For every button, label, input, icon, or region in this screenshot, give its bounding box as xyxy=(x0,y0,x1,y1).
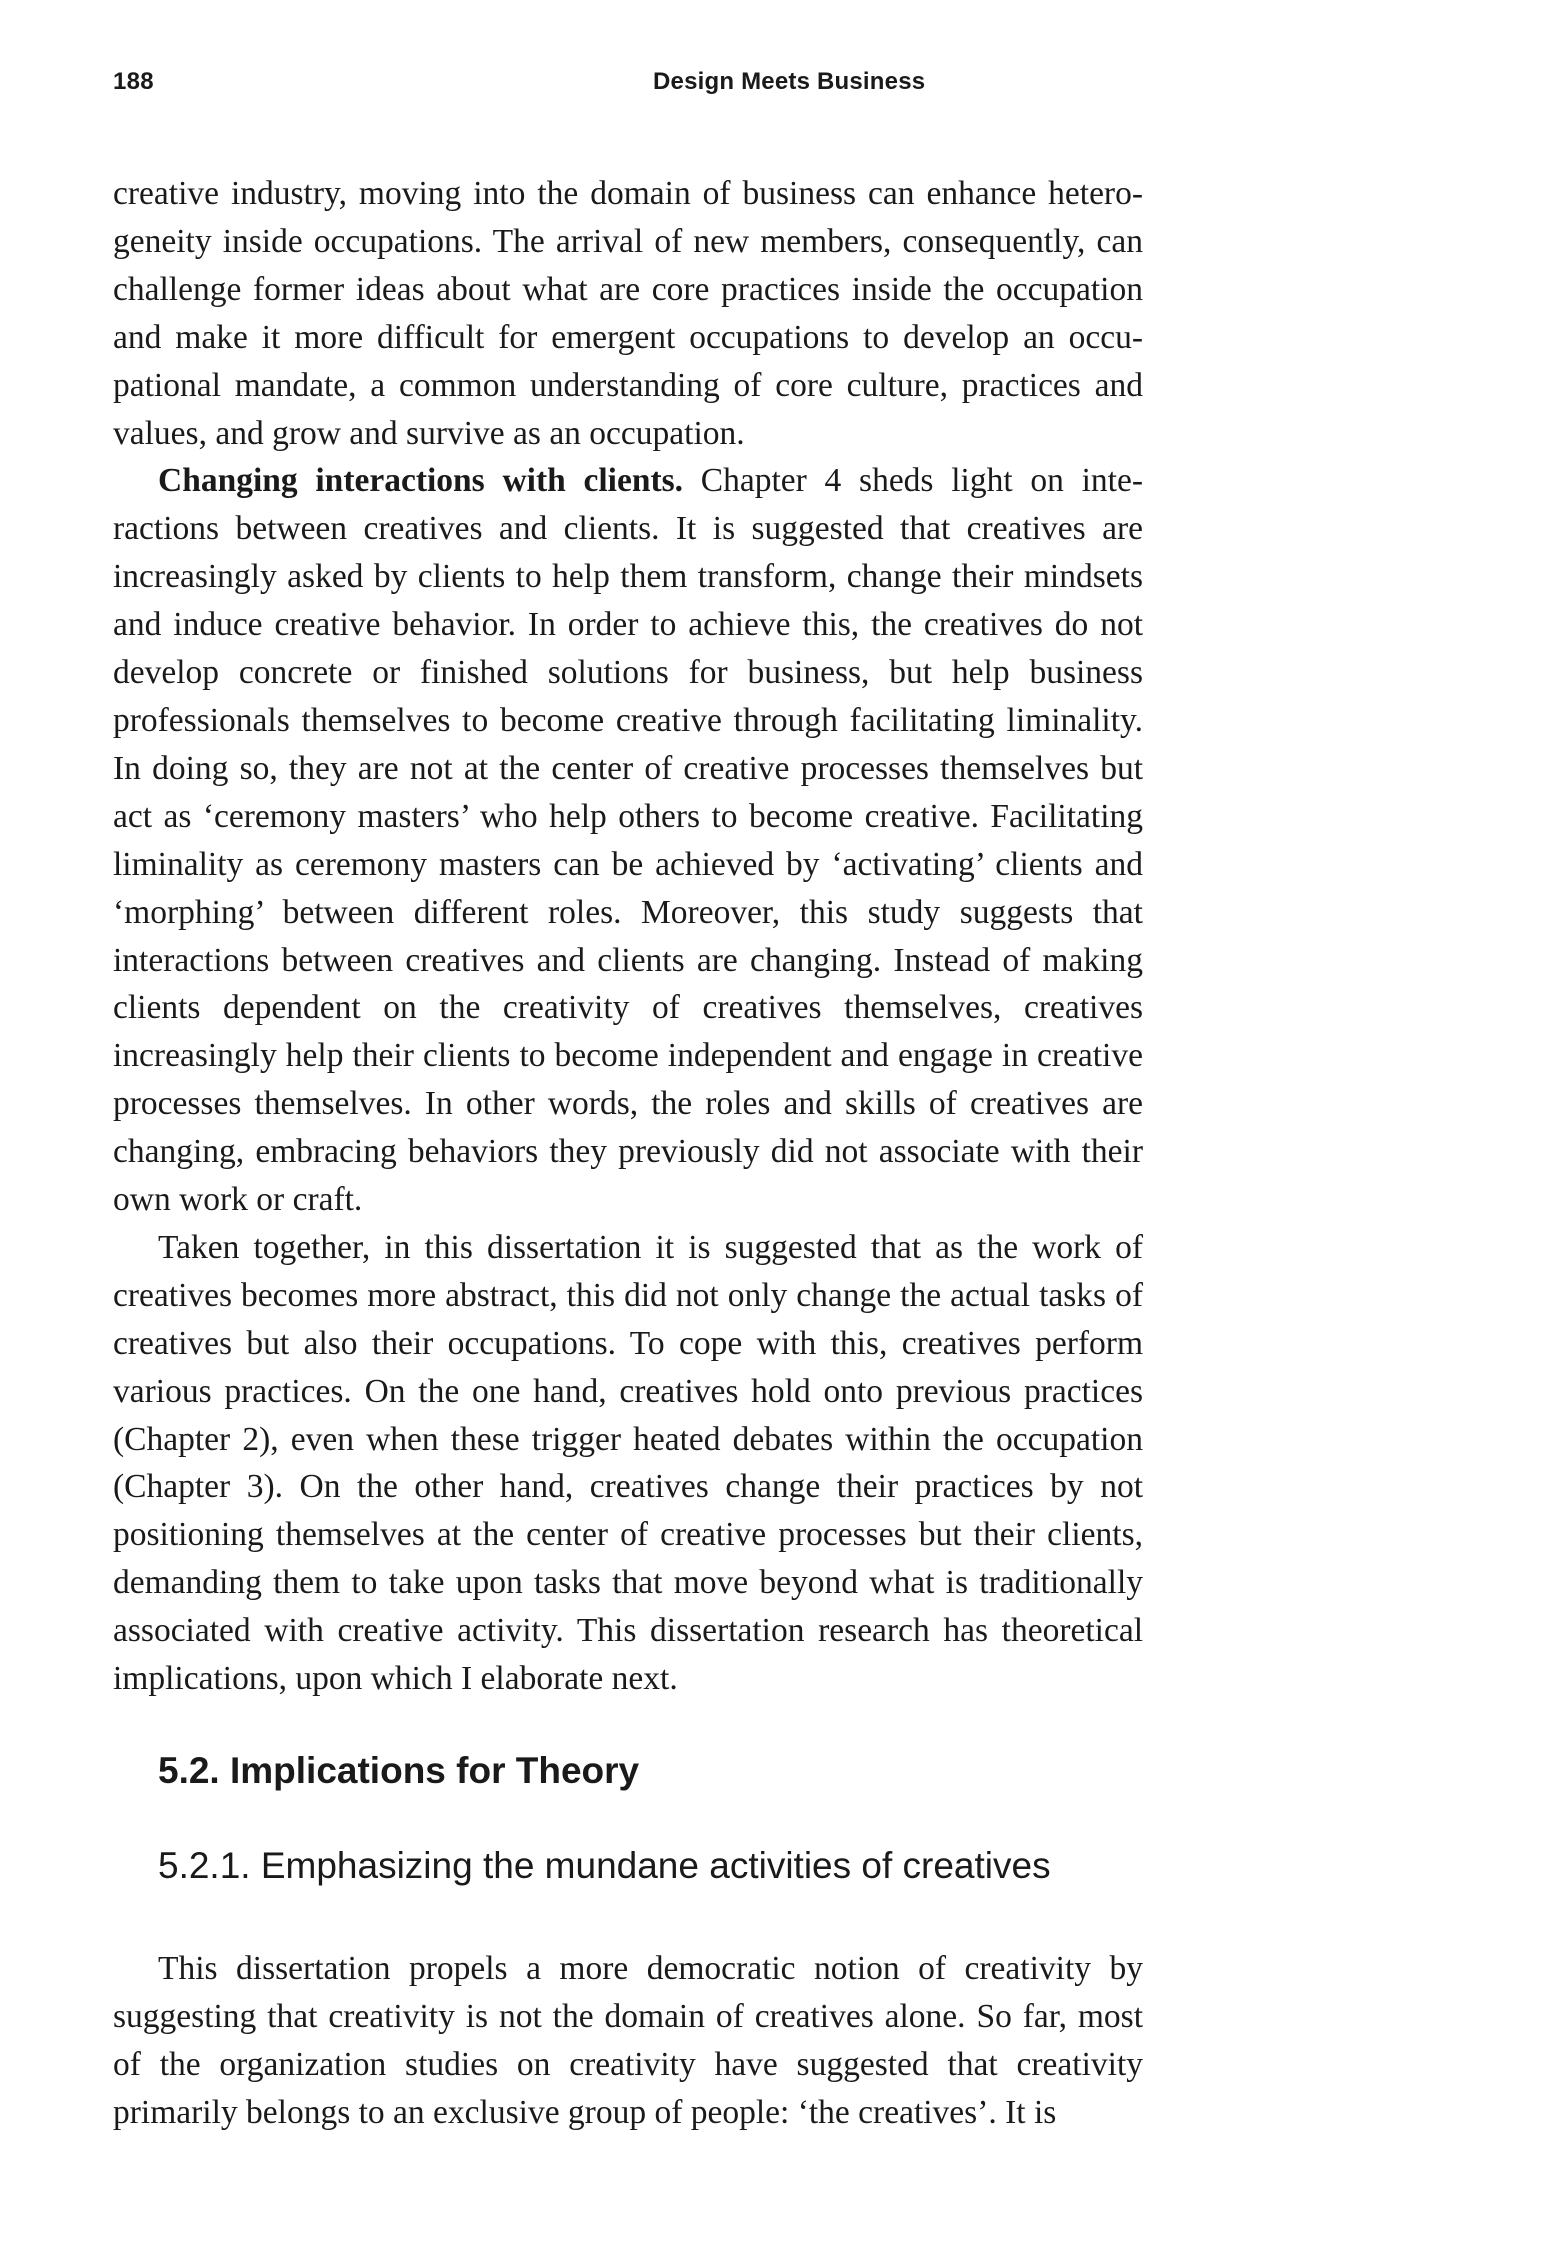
paragraph-2-text: Chapter 4 sheds light on interactions between creatives and clients. It is suggested that creatives are increasingly asked by clients to help them transform, change their mindsets and induce creative behavior. In order to achieve this, the creatives do not develop concrete or finished solutions for business, but help business professionals themselves to become creative through facilitating liminality. In doing so, they are not at the center of creative processes themselves but act as ‘ceremony masters’ who help others to become creative. Facilitating liminality as ceremony masters can be achieved by ‘activating’ clients and ‘morphing’ between different roles. Moreover, this study suggests that interactions between creatives and clients are changing. Instead of making clients dependent on the creativity of creatives themselves, creatives increasingly help their clients to become independent and engage in creative processes themselves. In other words, the roles and skills of creatives are changing, embracing behaviors they previously did not associate with their own work or craft. xyxy=(113,462,1143,1219)
run-in-heading: Changing interactions with clients. xyxy=(158,462,684,500)
paragraph-4: This dissertation propels a more democratic notion of creativity by suggesting that creativity is not the domain of creatives alone. So far, most of the organization studies on creativity have suggested that creativity primarily belongs to an exclusive group of people: ‘the creatives’. It is xyxy=(113,1950,1143,2131)
subsection-heading: 5.2.1. Emphasizing the mundane activities of creatives xyxy=(158,1845,1051,1886)
paragraph-2 xyxy=(113,457,1143,1224)
running-title: Design Meets Business xyxy=(653,68,926,95)
body-text-upper xyxy=(113,170,1143,1703)
body-text-lower xyxy=(113,1945,1143,2137)
section-heading: 5.2. Implications for Theory xyxy=(158,1750,640,1791)
paragraph-3: Taken together, in this dissertation it is suggested that as the work of creatives becomes more abstract, this did not only change the actual tasks of creatives but also their occupations. To cope with this, creatives perform various practices. On the one hand, creatives hold onto previous practices (Chapter 2), even when these trigger heated debates within the occupation (Chapter 3). On the other hand, creatives change their practices by not positioning themselves at the center of creative processes but their clients, demanding them to take upon tasks that move beyond what is traditionally associated with creative activity. This dissertation research has theoretical implications, upon which I elaborate next. xyxy=(113,1228,1143,1698)
page-number: 188 xyxy=(113,68,154,95)
paragraph-1: creative industry, moving into the domain of business can enhance heterogeneity inside occupations. The arrival of new members, consequently, can challenge former ideas about what are core practices inside the occupation and make it more difficult for emergent occupations to develop an occupational mandate, a common understanding of core culture, practices and values, and grow and survive as an occupation. xyxy=(113,175,1143,452)
